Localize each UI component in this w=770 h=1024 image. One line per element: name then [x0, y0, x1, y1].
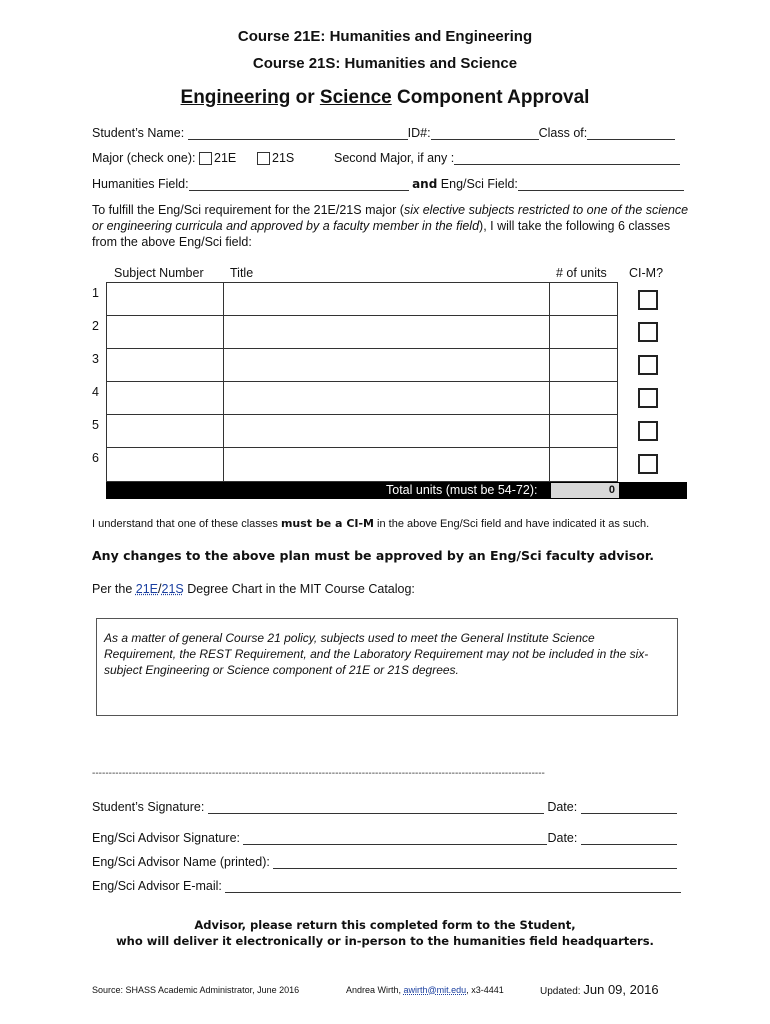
subject-number-cell[interactable] — [106, 348, 224, 382]
cim-checkbox[interactable] — [638, 355, 658, 375]
advisor-signature-field[interactable] — [243, 832, 547, 845]
major-21s-checkbox[interactable] — [257, 152, 270, 165]
units-cell[interactable] — [549, 315, 618, 349]
instructions-part1: To fulfill the Eng/Sci requirement for the 21E/21S major ( — [92, 203, 404, 217]
major-21e-label: 21E — [214, 151, 237, 165]
student-name-label: Student’s Name: — [92, 126, 185, 140]
degree-chart-line — [92, 582, 415, 596]
cim-checkbox[interactable] — [638, 322, 658, 342]
advisor-email-row — [92, 879, 681, 893]
cim-statement-part1: I understand that one of these classes — [92, 518, 281, 530]
engsci-field-input[interactable] — [518, 178, 684, 191]
return-notice-line2: who will deliver it electronically or in-person to the humanities field headquarters. — [116, 934, 654, 948]
and-label: and — [412, 177, 438, 191]
engsci-field-label: Eng/Sci Field: — [440, 177, 518, 191]
degree-chart-21s-link[interactable]: 21S — [161, 582, 184, 596]
cim-statement-bold: must be a CI-M — [280, 517, 374, 530]
total-units-value: 0 — [551, 483, 619, 498]
cim-checkbox[interactable] — [638, 454, 658, 474]
title-cell[interactable] — [223, 348, 550, 382]
subject-number-cell[interactable] — [106, 447, 224, 482]
student-info-row — [92, 126, 675, 140]
degree-chart-part1: Per the — [92, 582, 136, 596]
title-engineering: Engineering — [180, 87, 291, 108]
advisor-name-field[interactable] — [273, 856, 677, 869]
title-or: or — [290, 87, 320, 108]
header-units: # of units — [556, 266, 607, 280]
footer-source: Source: SHASS Academic Administrator, June 2016 — [92, 985, 300, 995]
humanities-field-input[interactable] — [189, 178, 409, 191]
instructions-paragraph — [92, 202, 692, 250]
degree-chart-separator: / — [158, 582, 162, 596]
subject-number-cell[interactable] — [106, 381, 224, 415]
cim-checkbox[interactable] — [638, 421, 658, 441]
footer-updated-date: Jun 09, 2016 — [583, 982, 659, 997]
cim-checkbox[interactable] — [638, 290, 658, 310]
advisor-name-label: Eng/Sci Advisor Name (printed): — [92, 855, 270, 869]
degree-chart-part2: Degree Chart in the MIT Course Catalog: — [183, 582, 415, 596]
units-cell[interactable] — [549, 348, 618, 382]
instructions-part2: ), I will take the following 6 classes from the above Eng/Sci field: — [92, 219, 671, 249]
class-field[interactable] — [587, 127, 675, 140]
subjects-table — [106, 282, 686, 499]
footer-updated — [540, 982, 659, 997]
id-field[interactable] — [431, 127, 539, 140]
footer-contact-name: Andrea Wirth, — [346, 985, 404, 995]
course-21e-title: Course 21E: Humanities and Engineering — [237, 28, 533, 45]
title-cell[interactable] — [223, 282, 550, 316]
student-signature-label: Student’s Signature: — [92, 800, 205, 814]
footer-contact-email-link[interactable]: awirth@mit.edu — [403, 985, 467, 995]
row-number: 2 — [92, 319, 99, 333]
student-name-field[interactable] — [188, 127, 408, 140]
advisor-signature-row — [92, 831, 677, 845]
degree-chart-21e-link[interactable]: 21E — [135, 582, 159, 596]
units-cell[interactable] — [549, 282, 618, 316]
return-notice-line1: Advisor, please return this completed form to the Student, — [194, 918, 576, 932]
changes-notice: Any changes to the above plan must be approved by an Eng/Sci faculty advisor. — [92, 548, 654, 563]
class-label: Class of: — [538, 126, 588, 140]
row-number: 3 — [92, 352, 99, 366]
second-major-label: Second Major, if any : — [334, 151, 455, 165]
units-cell[interactable] — [549, 381, 618, 415]
row-number: 1 — [92, 286, 99, 300]
major-row — [92, 151, 236, 165]
major-label: Major (check one): — [92, 151, 196, 165]
header-subject-number: Subject Number — [114, 266, 204, 280]
footer-updated-label: Updated: — [540, 986, 581, 997]
title-component: Component Approval — [391, 87, 590, 108]
footer-contact — [346, 985, 504, 995]
title-cell[interactable] — [223, 414, 550, 448]
total-units-label: Total units (must be 54-72): — [386, 483, 538, 497]
advisor-date-field[interactable] — [581, 832, 677, 845]
row-number: 6 — [92, 451, 99, 465]
student-signature-row — [92, 800, 677, 814]
advisor-date-label: Date: — [547, 831, 578, 845]
student-date-field[interactable] — [581, 801, 677, 814]
row-number: 5 — [92, 418, 99, 432]
field-row — [92, 177, 684, 191]
separator-line: ---------------------------------------------------------------------------------------------------------------------------------------- — [92, 768, 545, 779]
student-signature-field[interactable] — [208, 801, 544, 814]
humanities-field-label: Humanities Field: — [92, 177, 189, 191]
advisor-signature-label: Eng/Sci Advisor Signature: — [92, 831, 240, 845]
footer-contact-phone: , x3-4441 — [466, 985, 504, 995]
units-cell[interactable] — [549, 414, 618, 448]
instructions-italic: six elective subjects restricted to one of the science or engineering curricula and approved by a faculty member in the field — [92, 203, 689, 233]
second-major-row — [334, 151, 680, 165]
id-label: ID#: — [407, 126, 431, 140]
cim-statement — [92, 517, 649, 530]
units-cell[interactable] — [549, 447, 618, 482]
course-21s-title: Course 21S: Humanities and Science — [252, 55, 518, 72]
header-title: Title — [230, 266, 254, 280]
advisor-email-label: Eng/Sci Advisor E-mail: — [92, 879, 222, 893]
subject-number-cell[interactable] — [106, 414, 224, 448]
title-cell[interactable] — [223, 447, 550, 482]
subject-number-cell[interactable] — [106, 315, 224, 349]
subject-number-cell[interactable] — [106, 282, 224, 316]
cim-statement-part2: in the above Eng/Sci field and have indicated it as such. — [374, 518, 650, 530]
student-date-label: Date: — [547, 800, 578, 814]
policy-note-text: As a matter of general Course 21 policy, subjects used to meet the General Institute Science Requirement, the REST Requirement, and the Laboratory Requirement may not be included in the six-subject Engineering or Science component of 21E or 21S degrees. — [104, 631, 649, 677]
cim-checkbox[interactable] — [638, 388, 658, 408]
header-cim: CI-M? — [629, 266, 664, 280]
advisor-name-row — [92, 855, 677, 869]
major-21s-label: 21S — [272, 151, 295, 165]
row-number: 4 — [92, 385, 99, 399]
title-cell[interactable] — [223, 315, 550, 349]
major-21e-checkbox[interactable] — [199, 152, 212, 165]
title-cell[interactable] — [223, 381, 550, 415]
major-21s-option — [257, 151, 294, 165]
title-science: Science — [319, 87, 392, 108]
page-title — [0, 87, 770, 109]
advisor-email-field[interactable] — [225, 880, 681, 893]
second-major-field[interactable] — [454, 152, 680, 165]
